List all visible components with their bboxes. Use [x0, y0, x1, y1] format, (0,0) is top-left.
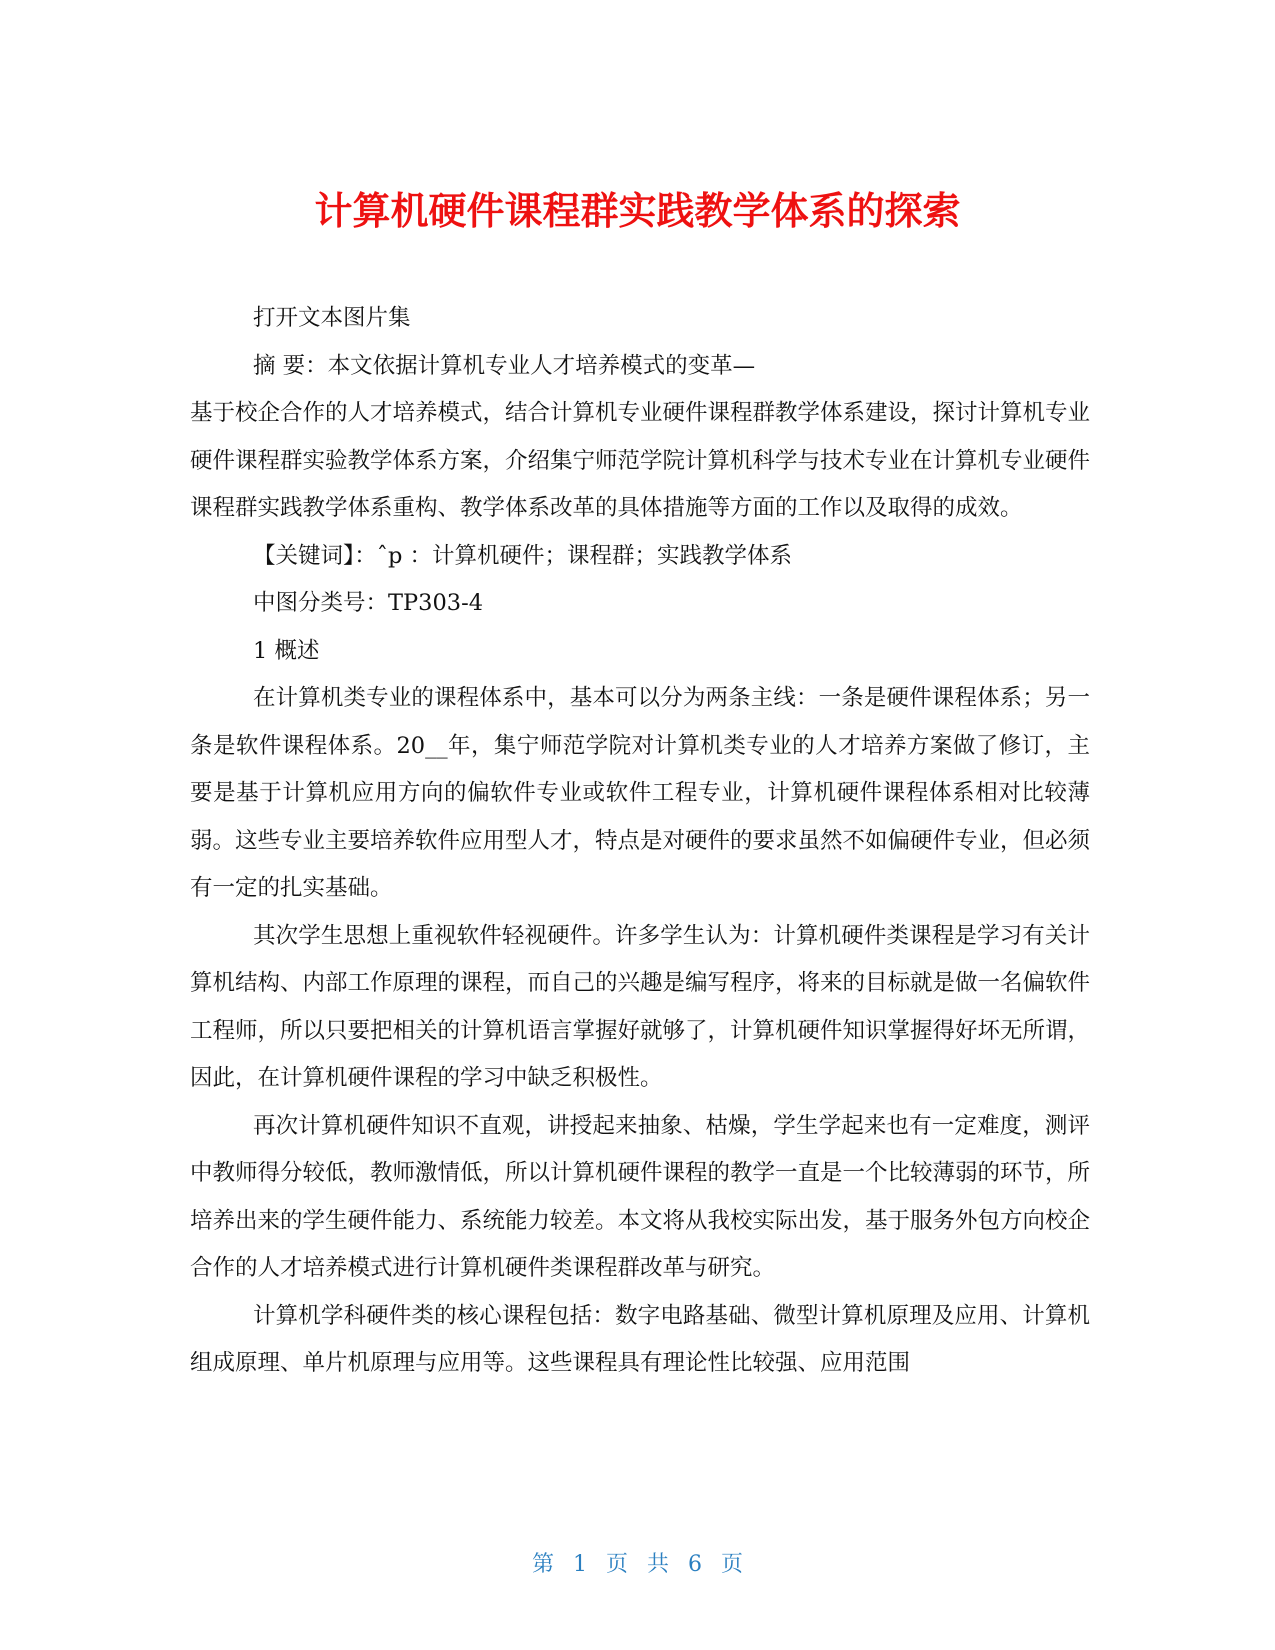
- footer-total-prefix: 共: [647, 1552, 670, 1577]
- keywords-line: 【关键词】：ˆp ：计算机硬件；课程群；实践教学体系: [253, 542, 793, 569]
- footer-total-unit: 页: [721, 1552, 744, 1577]
- paragraph-core-courses: 计算机学科硬件类的核心课程包括：数字电路基础、微型计算机原理及应用、计算机组成原理、单片机原理与应用等。这些课程具有理论性比较强、应用范围: [190, 1302, 1090, 1376]
- paragraph-course-system: 在计算机类专业的课程体系中，基本可以分为两条主线：一条是硬件课程体系；另一条是软件课程体系。20__年，集宁师范学院对计算机类专业的人才培养方案做了修订，主要是基于计算机应用方向的偏软件专业或软件工程专业，计算机硬件课程体系相对比较薄弱。这些专业主要培养软件应用型人才，特点是对硬件的要求虽然不如偏硬件专业，但必须有一定的扎实基础。: [190, 685, 1091, 901]
- abstract-body: 基于校企合作的人才培养模式，结合计算机专业硬件课程群教学体系建设，探讨计算机专业硬件课程群实验教学体系方案，介绍集宁师范学院计算机科学与技术专业在计算机专业硬件课程群实践教学体系重构、教学体系改革的具体措施等方面的工作以及取得的成效。: [190, 400, 1091, 521]
- paragraph-student-attitude: 其次学生思想上重视软件轻视硬件。许多学生认为：计算机硬件类课程是学习有关计算机结构、内部工作原理的课程，而自己的兴趣是编写程序，将来的目标就是做一名偏软件工程师，所以只要把相关的计算机语言掌握好就够了，计算机硬件知识掌握得好坏无所谓，因此，在计算机硬件课程的学习中缺乏积极性。: [190, 922, 1091, 1091]
- page-footer: [0, 1550, 1275, 1580]
- image-set-link-text: 打开文本图片集: [253, 305, 411, 331]
- footer-page-number: 1: [572, 1552, 587, 1577]
- footer-prefix: 第: [531, 1552, 554, 1577]
- page-title: 计算机硬件课程群实践教学体系的探索: [314, 189, 961, 234]
- footer-total-pages: 6: [688, 1552, 703, 1577]
- abstract-heading-line: 摘 要：本文依据计算机专业人才培养模式的变革—: [253, 352, 756, 379]
- document-body: [190, 295, 1090, 1388]
- section-heading-overview: 1 概述: [253, 637, 320, 664]
- footer-page-unit: 页: [605, 1552, 628, 1577]
- classification-number: 中图分类号：TP303-4: [253, 590, 484, 616]
- paragraph-teaching-difficulty: 再次计算机硬件知识不直观，讲授起来抽象、枯燥，学生学起来也有一定难度，测评中教师得分较低，教师激情低，所以计算机硬件课程的教学一直是一个比较薄弱的环节，所培养出来的学生硬件能力、系统能力较差。本文将从我校实际出发，基于服务外包方向校企合作的人才培养模式进行计算机硬件类课程群改革与研究。: [190, 1112, 1091, 1281]
